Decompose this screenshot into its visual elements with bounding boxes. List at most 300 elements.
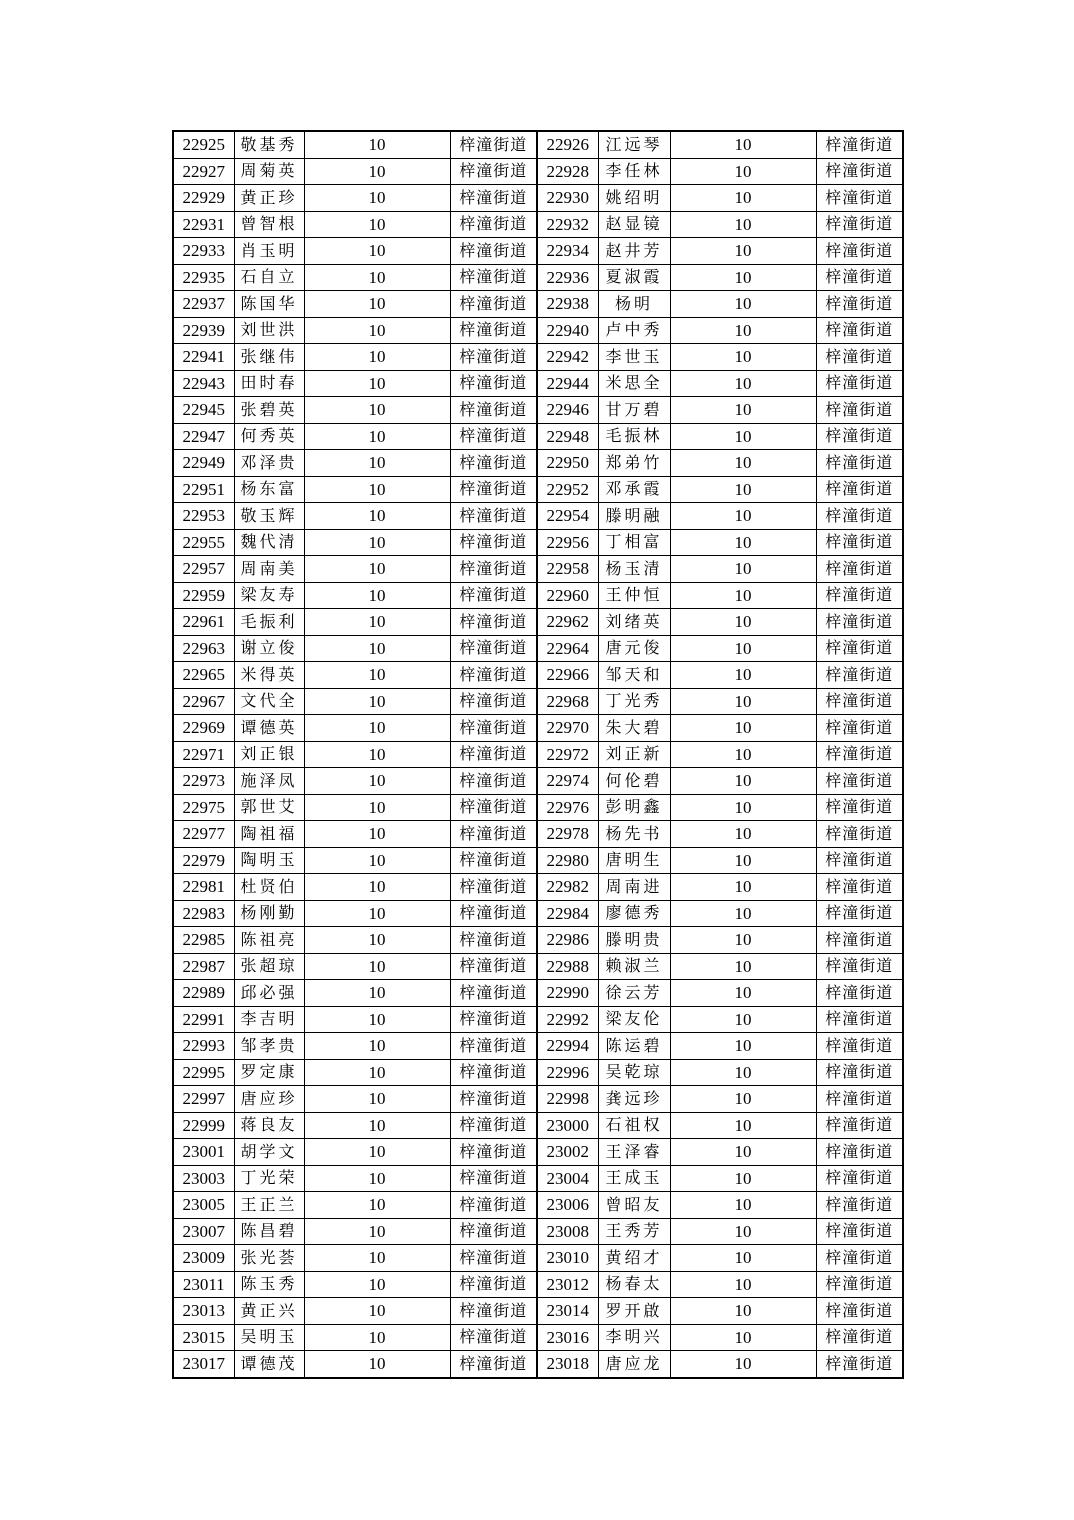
record-number-cell: 22957 [173,556,234,583]
amount-cell: 10 [670,874,816,901]
amount-cell: 10 [304,503,450,530]
person-name-cell: 江远琴 [598,131,670,158]
table-row [173,131,903,158]
amount-cell: 10 [304,529,450,556]
table-row [173,1192,903,1219]
record-number-cell: 23004 [537,1165,598,1192]
amount-cell: 10 [670,185,816,212]
street-office-cell: 梓潼街道 [816,344,903,371]
amount-cell: 10 [670,131,816,158]
person-name-cell: 曾昭友 [598,1192,670,1219]
street-office-cell: 梓潼街道 [450,900,537,927]
person-name-cell: 甘万碧 [598,397,670,424]
street-office-cell: 梓潼街道 [450,768,537,795]
person-name-cell: 梁友寿 [234,582,304,609]
amount-cell: 10 [670,927,816,954]
amount-cell: 10 [304,370,450,397]
person-name-cell: 王泽睿 [598,1139,670,1166]
amount-cell: 10 [670,1324,816,1351]
street-office-cell: 梓潼街道 [816,1218,903,1245]
record-number-cell: 22997 [173,1086,234,1113]
street-office-cell: 梓潼街道 [450,556,537,583]
street-office-cell: 梓潼街道 [450,927,537,954]
amount-cell: 10 [670,503,816,530]
street-office-cell: 梓潼街道 [450,953,537,980]
amount-cell: 10 [304,741,450,768]
amount-cell: 10 [670,1006,816,1033]
person-name-cell: 谭德英 [234,715,304,742]
record-number-cell: 22927 [173,158,234,185]
record-number-cell: 22977 [173,821,234,848]
street-office-cell: 梓潼街道 [816,1139,903,1166]
amount-cell: 10 [304,317,450,344]
record-number-cell: 23000 [537,1112,598,1139]
table-row [173,556,903,583]
amount-cell: 10 [670,370,816,397]
street-office-cell: 梓潼街道 [816,662,903,689]
amount-cell: 10 [304,900,450,927]
record-number-cell: 23018 [537,1351,598,1378]
table-row [173,609,903,636]
person-name-cell: 陈祖亮 [234,927,304,954]
amount-cell: 10 [670,582,816,609]
record-number-cell: 22954 [537,503,598,530]
record-number-cell: 22930 [537,185,598,212]
record-number-cell: 23012 [537,1271,598,1298]
table-row [173,1324,903,1351]
person-name-cell: 邱必强 [234,980,304,1007]
street-office-cell: 梓潼街道 [816,1033,903,1060]
person-name-cell: 杨东富 [234,476,304,503]
record-number-cell: 22948 [537,423,598,450]
amount-cell: 10 [670,688,816,715]
record-number-cell: 22991 [173,1006,234,1033]
table-row [173,900,903,927]
record-number-cell: 23006 [537,1192,598,1219]
roster-table [172,130,904,1379]
record-number-cell: 22968 [537,688,598,715]
amount-cell: 10 [670,211,816,238]
street-office-cell: 梓潼街道 [450,662,537,689]
record-number-cell: 22951 [173,476,234,503]
amount-cell: 10 [304,423,450,450]
street-office-cell: 梓潼街道 [450,847,537,874]
table-row [173,476,903,503]
street-office-cell: 梓潼街道 [816,715,903,742]
street-office-cell: 梓潼街道 [450,741,537,768]
person-name-cell: 陈昌碧 [234,1218,304,1245]
table-row [173,1271,903,1298]
record-number-cell: 22940 [537,317,598,344]
table-row [173,874,903,901]
street-office-cell: 梓潼街道 [816,688,903,715]
table-row [173,927,903,954]
street-office-cell: 梓潼街道 [450,1165,537,1192]
person-name-cell: 王成玉 [598,1165,670,1192]
person-name-cell: 吴明玉 [234,1324,304,1351]
table-row [173,715,903,742]
person-name-cell: 石祖权 [598,1112,670,1139]
table-row [173,238,903,265]
amount-cell: 10 [304,1245,450,1272]
record-number-cell: 22935 [173,264,234,291]
person-name-cell: 丁相富 [598,529,670,556]
amount-cell: 10 [670,344,816,371]
amount-cell: 10 [304,794,450,821]
record-number-cell: 22989 [173,980,234,1007]
person-name-cell: 卢中秀 [598,317,670,344]
record-number-cell: 22986 [537,927,598,954]
person-name-cell: 陶祖福 [234,821,304,848]
street-office-cell: 梓潼街道 [816,1324,903,1351]
street-office-cell: 梓潼街道 [450,185,537,212]
amount-cell: 10 [670,264,816,291]
record-number-cell: 22961 [173,609,234,636]
street-office-cell: 梓潼街道 [816,794,903,821]
person-name-cell: 赖淑兰 [598,953,670,980]
amount-cell: 10 [670,158,816,185]
record-number-cell: 22952 [537,476,598,503]
record-number-cell: 22934 [537,238,598,265]
person-name-cell: 罗定康 [234,1059,304,1086]
street-office-cell: 梓潼街道 [816,370,903,397]
amount-cell: 10 [304,1218,450,1245]
person-name-cell: 唐应龙 [598,1351,670,1378]
amount-cell: 10 [304,1086,450,1113]
street-office-cell: 梓潼街道 [816,609,903,636]
record-number-cell: 22969 [173,715,234,742]
person-name-cell: 彭明鑫 [598,794,670,821]
person-name-cell: 唐元俊 [598,635,670,662]
person-name-cell: 罗开啟 [598,1298,670,1325]
record-number-cell: 22931 [173,211,234,238]
table-row [173,953,903,980]
street-office-cell: 梓潼街道 [450,1218,537,1245]
street-office-cell: 梓潼街道 [816,847,903,874]
record-number-cell: 23013 [173,1298,234,1325]
record-number-cell: 22939 [173,317,234,344]
amount-cell: 10 [670,1112,816,1139]
record-number-cell: 22926 [537,131,598,158]
table-row [173,794,903,821]
person-name-cell: 李明兴 [598,1324,670,1351]
record-number-cell: 22994 [537,1033,598,1060]
person-name-cell: 胡学文 [234,1139,304,1166]
table-row [173,397,903,424]
amount-cell: 10 [304,953,450,980]
street-office-cell: 梓潼街道 [450,794,537,821]
record-number-cell: 22970 [537,715,598,742]
record-number-cell: 23007 [173,1218,234,1245]
person-name-cell: 滕明融 [598,503,670,530]
person-name-cell: 夏淑霞 [598,264,670,291]
street-office-cell: 梓潼街道 [450,131,537,158]
person-name-cell: 陈国华 [234,291,304,318]
person-name-cell: 肖玉明 [234,238,304,265]
amount-cell: 10 [670,635,816,662]
amount-cell: 10 [304,1006,450,1033]
table-row [173,1245,903,1272]
person-name-cell: 杨刚勤 [234,900,304,927]
amount-cell: 10 [670,768,816,795]
street-office-cell: 梓潼街道 [450,1033,537,1060]
table-row [173,821,903,848]
record-number-cell: 22964 [537,635,598,662]
record-number-cell: 23005 [173,1192,234,1219]
record-number-cell: 22945 [173,397,234,424]
person-name-cell: 龚远珍 [598,1086,670,1113]
amount-cell: 10 [670,1033,816,1060]
amount-cell: 10 [670,476,816,503]
person-name-cell: 杨春太 [598,1271,670,1298]
amount-cell: 10 [304,1271,450,1298]
amount-cell: 10 [304,927,450,954]
street-office-cell: 梓潼街道 [816,1086,903,1113]
record-number-cell: 23017 [173,1351,234,1378]
record-number-cell: 23011 [173,1271,234,1298]
person-name-cell: 何秀英 [234,423,304,450]
amount-cell: 10 [670,1139,816,1166]
table-row [173,1112,903,1139]
table-row [173,662,903,689]
street-office-cell: 梓潼街道 [816,582,903,609]
person-name-cell: 杜贤伯 [234,874,304,901]
table-row [173,185,903,212]
street-office-cell: 梓潼街道 [450,874,537,901]
amount-cell: 10 [670,1298,816,1325]
amount-cell: 10 [670,953,816,980]
street-office-cell: 梓潼街道 [816,264,903,291]
amount-cell: 10 [670,1165,816,1192]
street-office-cell: 梓潼街道 [450,158,537,185]
amount-cell: 10 [670,423,816,450]
amount-cell: 10 [670,1086,816,1113]
table-row [173,768,903,795]
amount-cell: 10 [304,1059,450,1086]
amount-cell: 10 [304,556,450,583]
street-office-cell: 梓潼街道 [450,476,537,503]
record-number-cell: 22992 [537,1006,598,1033]
record-number-cell: 22966 [537,662,598,689]
person-name-cell: 田时春 [234,370,304,397]
street-office-cell: 梓潼街道 [816,529,903,556]
amount-cell: 10 [304,1112,450,1139]
amount-cell: 10 [304,715,450,742]
amount-cell: 10 [304,1192,450,1219]
record-number-cell: 23010 [537,1245,598,1272]
record-number-cell: 22953 [173,503,234,530]
table-row [173,741,903,768]
street-office-cell: 梓潼街道 [450,423,537,450]
street-office-cell: 梓潼街道 [450,1006,537,1033]
amount-cell: 10 [670,1218,816,1245]
person-name-cell: 邓承霞 [598,476,670,503]
table-row [173,635,903,662]
person-name-cell: 滕明贵 [598,927,670,954]
person-name-cell: 谭德茂 [234,1351,304,1378]
table-row [173,1139,903,1166]
record-number-cell: 22990 [537,980,598,1007]
street-office-cell: 梓潼街道 [816,741,903,768]
amount-cell: 10 [670,291,816,318]
person-name-cell: 蒋良友 [234,1112,304,1139]
person-name-cell: 唐明生 [598,847,670,874]
street-office-cell: 梓潼街道 [816,317,903,344]
person-name-cell: 毛振利 [234,609,304,636]
amount-cell: 10 [304,609,450,636]
record-number-cell: 22985 [173,927,234,954]
record-number-cell: 22937 [173,291,234,318]
amount-cell: 10 [304,635,450,662]
amount-cell: 10 [670,1351,816,1378]
amount-cell: 10 [670,980,816,1007]
record-number-cell: 22981 [173,874,234,901]
record-number-cell: 22984 [537,900,598,927]
table-row [173,980,903,1007]
amount-cell: 10 [304,847,450,874]
street-office-cell: 梓潼街道 [450,635,537,662]
amount-cell: 10 [670,397,816,424]
person-name-cell: 敬玉辉 [234,503,304,530]
person-name-cell: 周南美 [234,556,304,583]
person-name-cell: 邹孝贵 [234,1033,304,1060]
person-name-cell: 王正兰 [234,1192,304,1219]
street-office-cell: 梓潼街道 [450,1324,537,1351]
person-name-cell: 郭世艾 [234,794,304,821]
street-office-cell: 梓潼街道 [816,131,903,158]
street-office-cell: 梓潼街道 [816,900,903,927]
street-office-cell: 梓潼街道 [450,1351,537,1378]
street-office-cell: 梓潼街道 [450,715,537,742]
record-number-cell: 22932 [537,211,598,238]
street-office-cell: 梓潼街道 [816,768,903,795]
record-number-cell: 22979 [173,847,234,874]
person-name-cell: 朱大碧 [598,715,670,742]
record-number-cell: 22982 [537,874,598,901]
street-office-cell: 梓潼街道 [816,450,903,477]
amount-cell: 10 [304,211,450,238]
amount-cell: 10 [304,1298,450,1325]
amount-cell: 10 [670,715,816,742]
street-office-cell: 梓潼街道 [450,688,537,715]
amount-cell: 10 [670,609,816,636]
person-name-cell: 石自立 [234,264,304,291]
amount-cell: 10 [304,185,450,212]
street-office-cell: 梓潼街道 [816,211,903,238]
street-office-cell: 梓潼街道 [450,291,537,318]
street-office-cell: 梓潼街道 [450,980,537,1007]
table-row [173,529,903,556]
table-row [173,317,903,344]
person-name-cell: 姚绍明 [598,185,670,212]
record-number-cell: 22967 [173,688,234,715]
record-number-cell: 22999 [173,1112,234,1139]
street-office-cell: 梓潼街道 [816,821,903,848]
amount-cell: 10 [304,688,450,715]
street-office-cell: 梓潼街道 [816,1165,903,1192]
record-number-cell: 22995 [173,1059,234,1086]
amount-cell: 10 [304,582,450,609]
street-office-cell: 梓潼街道 [816,476,903,503]
record-number-cell: 22974 [537,768,598,795]
street-office-cell: 梓潼街道 [450,1192,537,1219]
person-name-cell: 黄正兴 [234,1298,304,1325]
person-name-cell: 米得英 [234,662,304,689]
person-name-cell: 梁友伦 [598,1006,670,1033]
record-number-cell: 22929 [173,185,234,212]
street-office-cell: 梓潼街道 [450,317,537,344]
amount-cell: 10 [670,900,816,927]
amount-cell: 10 [304,397,450,424]
person-name-cell: 周南进 [598,874,670,901]
table-row [173,1033,903,1060]
roster-table-body [173,131,903,1378]
record-number-cell: 23003 [173,1165,234,1192]
amount-cell: 10 [670,847,816,874]
street-office-cell: 梓潼街道 [450,370,537,397]
street-office-cell: 梓潼街道 [816,1298,903,1325]
amount-cell: 10 [670,662,816,689]
record-number-cell: 23001 [173,1139,234,1166]
amount-cell: 10 [304,238,450,265]
table-row [173,423,903,450]
record-number-cell: 22941 [173,344,234,371]
person-name-cell: 黄绍才 [598,1245,670,1272]
record-number-cell: 22958 [537,556,598,583]
amount-cell: 10 [304,1033,450,1060]
street-office-cell: 梓潼街道 [450,582,537,609]
record-number-cell: 22973 [173,768,234,795]
amount-cell: 10 [304,874,450,901]
person-name-cell: 周菊英 [234,158,304,185]
person-name-cell: 邓泽贵 [234,450,304,477]
record-number-cell: 22925 [173,131,234,158]
street-office-cell: 梓潼街道 [816,238,903,265]
record-number-cell: 22938 [537,291,598,318]
table-row [173,264,903,291]
record-number-cell: 22943 [173,370,234,397]
person-name-cell: 曾智根 [234,211,304,238]
person-name-cell: 丁光荣 [234,1165,304,1192]
amount-cell: 10 [304,980,450,1007]
person-name-cell: 刘绪英 [598,609,670,636]
person-name-cell: 王仲恒 [598,582,670,609]
table-row [173,1165,903,1192]
record-number-cell: 22956 [537,529,598,556]
person-name-cell: 杨玉清 [598,556,670,583]
street-office-cell: 梓潼街道 [816,1351,903,1378]
street-office-cell: 梓潼街道 [450,1139,537,1166]
street-office-cell: 梓潼街道 [816,556,903,583]
amount-cell: 10 [304,1165,450,1192]
street-office-cell: 梓潼街道 [816,1112,903,1139]
person-name-cell: 杨先书 [598,821,670,848]
record-number-cell: 22944 [537,370,598,397]
street-office-cell: 梓潼街道 [816,1059,903,1086]
person-name-cell: 文代全 [234,688,304,715]
record-number-cell: 22980 [537,847,598,874]
street-office-cell: 梓潼街道 [450,264,537,291]
person-name-cell: 陈运碧 [598,1033,670,1060]
street-office-cell: 梓潼街道 [450,238,537,265]
table-row [173,344,903,371]
street-office-cell: 梓潼街道 [450,1271,537,1298]
street-office-cell: 梓潼街道 [816,423,903,450]
amount-cell: 10 [304,264,450,291]
amount-cell: 10 [304,450,450,477]
person-name-cell: 邹天和 [598,662,670,689]
record-number-cell: 22988 [537,953,598,980]
